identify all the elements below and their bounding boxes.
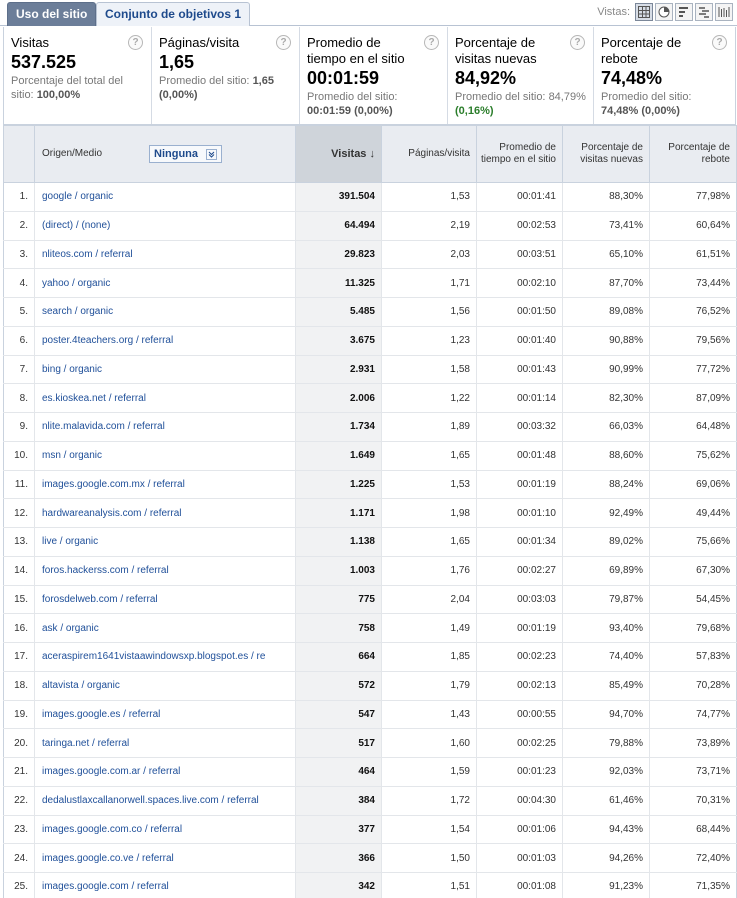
row-index: 12.: [4, 499, 35, 528]
source-medium-link[interactable]: yahoo / organic: [42, 277, 111, 289]
visits-cell: 2.006: [296, 384, 382, 413]
bounce-rate-cell: 71,35%: [650, 873, 737, 898]
row-index: 4.: [4, 269, 35, 298]
avg-time-cell: 00:01:34: [477, 528, 563, 557]
avg-time-cell: 00:00:55: [477, 700, 563, 729]
avg-time-cell: 00:01:19: [477, 614, 563, 643]
avg-time-cell: 00:01:14: [477, 384, 563, 413]
row-index: 5.: [4, 298, 35, 327]
bounce-rate-cell: 54,45%: [650, 585, 737, 614]
visits-cell: 391.504: [296, 183, 382, 212]
metric-value: 00:01:59: [307, 68, 380, 88]
source-medium-cell: [35, 269, 296, 298]
avg-time-cell: 00:01:19: [477, 470, 563, 499]
source-medium-link[interactable]: images.google.com.mx / referral: [42, 478, 185, 490]
source-medium-link[interactable]: images.google.es / referral: [42, 708, 161, 720]
compare-view-icon[interactable]: [695, 3, 713, 21]
sort-desc-icon: ↓: [369, 148, 375, 160]
new-visits-cell: 94,26%: [563, 844, 650, 873]
pages-per-visit-cell: 1,98: [382, 499, 477, 528]
source-medium-cell: [35, 384, 296, 413]
visits-cell: 29.823: [296, 240, 382, 269]
source-medium-cell: [35, 355, 296, 384]
source-medium-cell: [35, 815, 296, 844]
bounce-rate-cell: 57,83%: [650, 643, 737, 672]
new-visits-cell: 61,46%: [563, 786, 650, 815]
column-header-pages-per-visit[interactable]: Páginas/visita: [382, 126, 477, 183]
pages-per-visit-cell: 1,56: [382, 298, 477, 327]
column-header-bounce-rate[interactable]: Porcentaje de rebote: [650, 126, 737, 183]
source-medium-cell: [35, 700, 296, 729]
visits-cell: 547: [296, 700, 382, 729]
visits-cell: 342: [296, 873, 382, 898]
dimension-label: Origen/Medio: [42, 148, 103, 159]
pages-per-visit-cell: 1,22: [382, 384, 477, 413]
source-medium-link[interactable]: dedalustlaxcallanorwell.spaces.live.com / referral: [42, 795, 259, 807]
row-index: 18.: [4, 671, 35, 700]
metric-pages-per-visit: [152, 27, 300, 124]
column-header-new-visits[interactable]: Porcentaje de visitas nuevas: [563, 126, 650, 183]
bounce-rate-cell: 60,64%: [650, 211, 737, 240]
visits-cell: 1.734: [296, 413, 382, 442]
new-visits-cell: 88,24%: [563, 470, 650, 499]
source-medium-cell: [35, 441, 296, 470]
new-visits-cell: 89,02%: [563, 528, 650, 557]
source-medium-cell: [35, 240, 296, 269]
visits-cell: 5.485: [296, 298, 382, 327]
table-row: [4, 671, 737, 700]
new-visits-cell: 92,49%: [563, 499, 650, 528]
table-header-row: [4, 126, 737, 183]
avg-time-cell: 00:01:06: [477, 815, 563, 844]
avg-time-cell: 00:01:43: [477, 355, 563, 384]
source-medium-link[interactable]: (direct) / (none): [42, 220, 111, 232]
source-medium-link[interactable]: nliteos.com / referral: [42, 248, 133, 260]
table-row: [4, 326, 737, 355]
bounce-rate-cell: 87,09%: [650, 384, 737, 413]
new-visits-cell: 94,70%: [563, 700, 650, 729]
source-medium-link[interactable]: altavista / organic: [42, 680, 120, 692]
row-index: 21.: [4, 758, 35, 787]
row-index: 10.: [4, 441, 35, 470]
metric-subtext: Promedio del sitio: 00:01:59 (0,00%): [307, 91, 398, 117]
visits-cell: 366: [296, 844, 382, 873]
bounce-rate-cell: 76,52%: [650, 298, 737, 327]
metric-value: 84,92%: [455, 68, 517, 88]
avg-time-cell: 00:01:50: [477, 298, 563, 327]
help-icon[interactable]: ?: [424, 35, 439, 50]
pages-per-visit-cell: 1,54: [382, 815, 477, 844]
visits-cell: 1.649: [296, 441, 382, 470]
visits-cell: 1.138: [296, 528, 382, 557]
row-index: 14.: [4, 556, 35, 585]
bounce-rate-cell: 73,44%: [650, 269, 737, 298]
avg-time-cell: 00:01:10: [477, 499, 563, 528]
avg-time-cell: 00:02:53: [477, 211, 563, 240]
metric-subtext: Porcentaje del total del sitio: 100,00%: [11, 75, 123, 101]
new-visits-cell: 85,49%: [563, 671, 650, 700]
visits-cell: 2.931: [296, 355, 382, 384]
metric-label: Visitas: [11, 35, 50, 50]
pages-per-visit-cell: 1,23: [382, 326, 477, 355]
source-medium-cell: [35, 614, 296, 643]
source-medium-cell: [35, 729, 296, 758]
table-row: [4, 384, 737, 413]
avg-time-cell: 00:01:40: [477, 326, 563, 355]
pages-per-visit-cell: 1,85: [382, 643, 477, 672]
visits-cell: 464: [296, 758, 382, 787]
pages-per-visit-cell: 1,60: [382, 729, 477, 758]
pages-per-visit-cell: 1,59: [382, 758, 477, 787]
metric-value: 537.525: [11, 52, 77, 72]
help-icon[interactable]: ?: [570, 35, 585, 50]
table-row: [4, 240, 737, 269]
metric-visits: [4, 27, 152, 124]
row-index: 17.: [4, 643, 35, 672]
source-medium-cell: [35, 326, 296, 355]
row-index: 11.: [4, 470, 35, 499]
table-row: [4, 211, 737, 240]
table-row: [4, 556, 737, 585]
metric-value: 74,48%: [601, 68, 663, 88]
table-row: [4, 585, 737, 614]
bar-view-icon[interactable]: [675, 3, 693, 21]
source-medium-link[interactable]: es.kioskea.net / referral: [42, 392, 146, 404]
visits-cell: 377: [296, 815, 382, 844]
tab-site-usage[interactable]: Uso del sitio: [7, 2, 96, 26]
pages-per-visit-cell: 1,49: [382, 614, 477, 643]
new-visits-cell: 65,10%: [563, 240, 650, 269]
metric-label: Porcentaje de visitas nuevas: [455, 35, 537, 66]
source-medium-table: [3, 125, 737, 898]
visits-cell: 664: [296, 643, 382, 672]
new-visits-cell: 79,88%: [563, 729, 650, 758]
source-medium-cell: [35, 758, 296, 787]
help-icon[interactable]: ?: [276, 35, 291, 50]
summary-metrics: [3, 27, 736, 125]
pages-per-visit-cell: 1,79: [382, 671, 477, 700]
column-header-visits[interactable]: Visitas ↓: [296, 126, 382, 183]
source-medium-cell: [35, 643, 296, 672]
pages-per-visit-cell: 1,71: [382, 269, 477, 298]
new-visits-cell: 90,99%: [563, 355, 650, 384]
source-medium-cell: [35, 298, 296, 327]
source-medium-cell: [35, 873, 296, 898]
pages-per-visit-cell: 1,65: [382, 528, 477, 557]
source-medium-cell: [35, 556, 296, 585]
new-visits-cell: 94,43%: [563, 815, 650, 844]
bounce-rate-cell: 77,98%: [650, 183, 737, 212]
pivot-view-icon[interactable]: [715, 3, 733, 21]
new-visits-cell: 89,08%: [563, 298, 650, 327]
bounce-rate-cell: 79,68%: [650, 614, 737, 643]
bounce-rate-cell: 74,77%: [650, 700, 737, 729]
new-visits-cell: 90,88%: [563, 326, 650, 355]
row-index: 23.: [4, 815, 35, 844]
table-row: [4, 700, 737, 729]
table-row: [4, 269, 737, 298]
bounce-rate-cell: 68,44%: [650, 815, 737, 844]
visits-cell: 775: [296, 585, 382, 614]
pages-per-visit-cell: 1,72: [382, 786, 477, 815]
row-index: 1.: [4, 183, 35, 212]
visits-cell: 758: [296, 614, 382, 643]
source-medium-cell: [35, 470, 296, 499]
new-visits-cell: 91,23%: [563, 873, 650, 898]
source-medium-link[interactable]: images.google.com.co / referral: [42, 823, 183, 835]
bounce-rate-cell: 73,89%: [650, 729, 737, 758]
visits-cell: 1.003: [296, 556, 382, 585]
table-row: [4, 183, 737, 212]
avg-time-cell: 00:03:51: [477, 240, 563, 269]
metric-subtext: Promedio del sitio: 74,48% (0,00%): [601, 91, 692, 117]
new-visits-cell: 82,30%: [563, 384, 650, 413]
source-medium-link[interactable]: msn / organic: [42, 450, 103, 462]
table-row: [4, 786, 737, 815]
bounce-rate-cell: 70,31%: [650, 786, 737, 815]
metric-avg-time: [300, 27, 448, 124]
visits-cell: 517: [296, 729, 382, 758]
new-visits-cell: 69,89%: [563, 556, 650, 585]
table-row: [4, 815, 737, 844]
source-medium-cell: [35, 413, 296, 442]
pages-per-visit-cell: 1,51: [382, 873, 477, 898]
avg-time-cell: 00:01:48: [477, 441, 563, 470]
source-medium-link[interactable]: ask / organic: [42, 622, 99, 634]
new-visits-cell: 66,03%: [563, 413, 650, 442]
secondary-dimension-select[interactable]: [149, 145, 222, 163]
avg-time-cell: 00:02:13: [477, 671, 563, 700]
new-visits-cell: 73,41%: [563, 211, 650, 240]
source-medium-cell: [35, 528, 296, 557]
table-row: [4, 470, 737, 499]
metric-bounce-rate: [594, 27, 735, 124]
bounce-rate-cell: 49,44%: [650, 499, 737, 528]
table-row: [4, 355, 737, 384]
metric-subtext: Promedio del sitio: 84,79% (0,16%): [455, 91, 586, 117]
metric-label: Porcentaje de rebote: [601, 35, 682, 66]
row-index: 8.: [4, 384, 35, 413]
source-medium-cell: [35, 211, 296, 240]
help-icon[interactable]: ?: [712, 35, 727, 50]
secondary-dimension-value: Ninguna: [154, 148, 198, 160]
avg-time-cell: 00:02:25: [477, 729, 563, 758]
row-index: 15.: [4, 585, 35, 614]
pages-per-visit-cell: 2,04: [382, 585, 477, 614]
views-label: Vistas:: [597, 6, 630, 18]
row-index: 2.: [4, 211, 35, 240]
avg-time-cell: 00:01:23: [477, 758, 563, 787]
avg-time-cell: 00:01:08: [477, 873, 563, 898]
source-medium-link[interactable]: search / organic: [42, 306, 114, 318]
pages-per-visit-cell: 1,89: [382, 413, 477, 442]
source-medium-cell: [35, 671, 296, 700]
row-index: 16.: [4, 614, 35, 643]
visits-cell: 1.171: [296, 499, 382, 528]
source-medium-link[interactable]: foros.hackerss.com / referral: [42, 565, 169, 577]
pages-per-visit-cell: 1,58: [382, 355, 477, 384]
source-medium-cell: [35, 183, 296, 212]
source-medium-link[interactable]: images.google.co.ve / referral: [42, 852, 174, 864]
visits-cell: 572: [296, 671, 382, 700]
pages-per-visit-cell: 1,76: [382, 556, 477, 585]
source-medium-cell: [35, 786, 296, 815]
source-medium-cell: [35, 585, 296, 614]
pages-per-visit-cell: 1,43: [382, 700, 477, 729]
source-medium-link[interactable]: bing / organic: [42, 363, 103, 375]
new-visits-cell: 88,60%: [563, 441, 650, 470]
avg-time-cell: 00:01:03: [477, 844, 563, 873]
table-row: [4, 499, 737, 528]
table-row: [4, 441, 737, 470]
new-visits-cell: 74,40%: [563, 643, 650, 672]
view-switcher: [597, 2, 733, 22]
row-index: 7.: [4, 355, 35, 384]
table-row: [4, 729, 737, 758]
table-row: [4, 614, 737, 643]
pages-per-visit-cell: 1,50: [382, 844, 477, 873]
bounce-rate-cell: 75,66%: [650, 528, 737, 557]
visits-cell: 3.675: [296, 326, 382, 355]
avg-time-cell: 00:03:03: [477, 585, 563, 614]
source-medium-link[interactable]: poster.4teachers.org / referral: [42, 335, 174, 347]
source-medium-link[interactable]: forosdelweb.com / referral: [42, 593, 158, 605]
bounce-rate-cell: 77,72%: [650, 355, 737, 384]
source-medium-cell: [35, 499, 296, 528]
avg-time-cell: 00:02:27: [477, 556, 563, 585]
avg-time-cell: 00:02:23: [477, 643, 563, 672]
new-visits-cell: 87,70%: [563, 269, 650, 298]
visits-cell: 384: [296, 786, 382, 815]
source-medium-link[interactable]: hardwareanalysis.com / referral: [42, 507, 182, 519]
new-visits-cell: 93,40%: [563, 614, 650, 643]
visits-cell: 64.494: [296, 211, 382, 240]
source-medium-link[interactable]: nlite.malavida.com / referral: [42, 421, 165, 433]
help-icon[interactable]: ?: [128, 35, 143, 50]
table-row: [4, 413, 737, 442]
row-index: 25.: [4, 873, 35, 898]
bounce-rate-cell: 72,40%: [650, 844, 737, 873]
bounce-rate-cell: 73,71%: [650, 758, 737, 787]
table-row: [4, 844, 737, 873]
row-index: 24.: [4, 844, 35, 873]
metric-value: 1,65: [159, 52, 195, 72]
report-tabs-bar: [0, 0, 737, 26]
row-index: 20.: [4, 729, 35, 758]
metric-new-visits: [448, 27, 594, 124]
pages-per-visit-cell: 1,53: [382, 183, 477, 212]
source-medium-link[interactable]: images.google.com / referral: [42, 881, 169, 893]
table-row: [4, 873, 737, 898]
new-visits-cell: 88,30%: [563, 183, 650, 212]
table-row: [4, 643, 737, 672]
chevron-down-icon: [206, 149, 217, 160]
index-header: [4, 126, 35, 183]
source-medium-link[interactable]: google / organic: [42, 191, 114, 203]
pages-per-visit-cell: 1,65: [382, 441, 477, 470]
metric-subtext: Promedio del sitio: 1,65 (0,00%): [159, 75, 274, 101]
pages-per-visit-cell: 2,03: [382, 240, 477, 269]
bounce-rate-cell: 64,48%: [650, 413, 737, 442]
pages-per-visit-cell: 2,19: [382, 211, 477, 240]
table-row: [4, 298, 737, 327]
new-visits-cell: 79,87%: [563, 585, 650, 614]
avg-time-cell: 00:02:10: [477, 269, 563, 298]
avg-time-cell: 00:04:30: [477, 786, 563, 815]
row-index: 3.: [4, 240, 35, 269]
new-visits-cell: 92,03%: [563, 758, 650, 787]
row-index: 19.: [4, 700, 35, 729]
source-medium-link[interactable]: live / organic: [42, 536, 99, 548]
row-index: 13.: [4, 528, 35, 557]
row-index: 9.: [4, 413, 35, 442]
visits-cell: 11.325: [296, 269, 382, 298]
source-medium-link[interactable]: aceraspirem1641vistaawindowsxp.blogspot.es / re: [42, 651, 266, 663]
bounce-rate-cell: 67,30%: [650, 556, 737, 585]
bounce-rate-cell: 69,06%: [650, 470, 737, 499]
pie-view-icon[interactable]: [655, 3, 673, 21]
table-view-icon[interactable]: [635, 3, 653, 21]
column-header-avg-time[interactable]: Promedio de tiempo en el sitio: [477, 126, 563, 183]
tab-goal-set-1[interactable]: Conjunto de objetivos 1: [96, 2, 250, 26]
bounce-rate-cell: 75,62%: [650, 441, 737, 470]
table-row: [4, 528, 737, 557]
metric-label: Promedio de tiempo en el sitio: [307, 35, 405, 66]
table-row: [4, 758, 737, 787]
pages-per-visit-cell: 1,53: [382, 470, 477, 499]
avg-time-cell: 00:01:41: [477, 183, 563, 212]
source-medium-link[interactable]: images.google.com.ar / referral: [42, 766, 181, 778]
bounce-rate-cell: 70,28%: [650, 671, 737, 700]
source-medium-cell: [35, 844, 296, 873]
metric-label: Páginas/visita: [159, 35, 240, 50]
visits-cell: 1.225: [296, 470, 382, 499]
row-index: 22.: [4, 786, 35, 815]
avg-time-cell: 00:03:32: [477, 413, 563, 442]
dimension-header: [35, 126, 296, 183]
bounce-rate-cell: 61,51%: [650, 240, 737, 269]
row-index: 6.: [4, 326, 35, 355]
bounce-rate-cell: 79,56%: [650, 326, 737, 355]
source-medium-link[interactable]: taringa.net / referral: [42, 737, 130, 749]
